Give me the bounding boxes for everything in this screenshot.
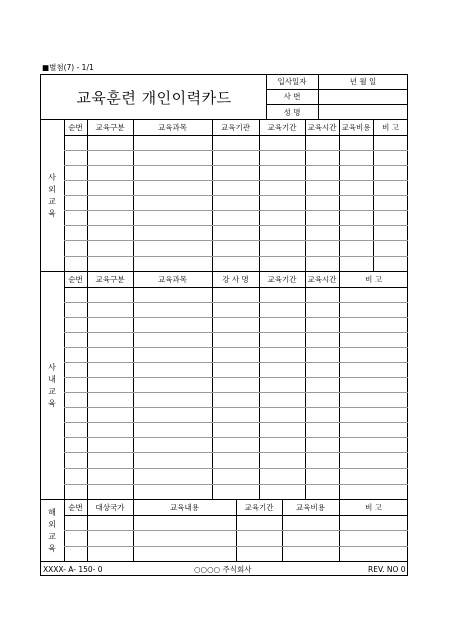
hire-date-value[interactable]: 년 월 일 bbox=[349, 77, 377, 86]
table-row-line bbox=[64, 256, 408, 257]
section-char: 교 bbox=[48, 197, 56, 206]
col-header-category: 교육구분 bbox=[95, 123, 125, 132]
table-row-line bbox=[64, 546, 408, 547]
table-row-line bbox=[64, 180, 408, 181]
table-row-line bbox=[64, 437, 408, 438]
table-row-line bbox=[64, 317, 408, 318]
section-char: 육 bbox=[48, 209, 56, 218]
col-header-country: 대상국가 bbox=[95, 503, 125, 512]
col-header-subject: 교육과목 bbox=[158, 275, 187, 284]
doc-code: XXXX- A- 150- 0 bbox=[43, 565, 103, 574]
column-line bbox=[339, 120, 340, 272]
column-line bbox=[87, 272, 88, 500]
header-underline bbox=[64, 515, 408, 516]
column-line bbox=[64, 120, 65, 272]
revision-number: REV. NO 0 bbox=[368, 565, 406, 574]
table-row-line bbox=[64, 240, 408, 241]
column-line bbox=[259, 272, 260, 500]
column-line bbox=[259, 120, 260, 272]
section-char: 육 bbox=[48, 544, 56, 553]
table-row-line bbox=[64, 225, 408, 226]
section-char: 교 bbox=[48, 387, 56, 396]
form-title: 교육훈련 개인이력카드 bbox=[76, 88, 232, 107]
table-row-line bbox=[64, 210, 408, 211]
column-line bbox=[133, 120, 134, 272]
col-header-hours: 교육시간 bbox=[307, 123, 337, 132]
table-row-line bbox=[64, 332, 408, 333]
table-row-line bbox=[64, 484, 408, 485]
table-row-line bbox=[64, 468, 408, 469]
hire-date-label: 입사일자 bbox=[277, 77, 307, 86]
table-row-line bbox=[64, 407, 408, 408]
section-char: 외 bbox=[48, 185, 56, 194]
col-header-remarks: 비 고 bbox=[365, 503, 382, 512]
column-line bbox=[305, 272, 306, 500]
section-char: 사 bbox=[48, 173, 56, 182]
column-line bbox=[212, 120, 213, 272]
table-row-line bbox=[64, 452, 408, 453]
company-name: ○○○○ 주식회사 bbox=[194, 565, 252, 574]
section-char: 교 bbox=[48, 532, 56, 541]
employee-no-field[interactable] bbox=[318, 89, 408, 104]
overseas-section-label bbox=[40, 500, 64, 562]
col-header-category: 교육구분 bbox=[95, 275, 125, 284]
internal-section-label bbox=[40, 272, 64, 500]
header-underline bbox=[64, 135, 408, 136]
column-line bbox=[133, 272, 134, 500]
col-header-no: 순번 bbox=[68, 275, 83, 284]
external-section-label bbox=[40, 120, 64, 272]
table-row-line bbox=[64, 165, 408, 166]
col-header-remarks: 비 고 bbox=[365, 275, 382, 284]
table-row-line bbox=[64, 347, 408, 348]
col-header-content: 교육내용 bbox=[170, 503, 199, 512]
table-row-line bbox=[64, 422, 408, 423]
footer-divider bbox=[40, 561, 408, 562]
col-header-period: 교육기간 bbox=[244, 503, 274, 512]
col-header-hours: 교육시간 bbox=[307, 275, 337, 284]
table-row-line bbox=[64, 362, 408, 363]
column-line bbox=[64, 272, 65, 500]
table-row-line bbox=[64, 195, 408, 196]
col-header-subject: 교육과목 bbox=[158, 123, 187, 132]
table-row-line bbox=[64, 530, 408, 531]
name-label: 성 명 bbox=[283, 107, 301, 117]
column-line bbox=[305, 120, 306, 272]
column-line bbox=[212, 272, 213, 500]
table-row-line bbox=[64, 150, 408, 151]
section-char: 내 bbox=[48, 375, 56, 384]
table-row-line bbox=[64, 392, 408, 393]
column-line bbox=[87, 120, 88, 272]
section-char: 외 bbox=[48, 520, 56, 529]
col-header-institution: 교육기관 bbox=[221, 123, 250, 132]
col-header-no: 순번 bbox=[68, 503, 83, 512]
col-header-instructor: 강 사 명 bbox=[222, 275, 249, 284]
col-header-cost: 교육비용 bbox=[341, 123, 371, 132]
section-char: 해 bbox=[48, 508, 56, 517]
col-header-no: 순번 bbox=[68, 123, 83, 132]
section-char: 사 bbox=[48, 363, 56, 372]
section-char: 육 bbox=[48, 399, 56, 408]
table-row-line bbox=[64, 377, 408, 378]
col-header-remarks: 비 고 bbox=[382, 123, 399, 132]
col-header-cost: 교육비용 bbox=[296, 503, 325, 512]
header-underline bbox=[64, 287, 408, 288]
name-field[interactable] bbox=[318, 104, 408, 120]
table-row-line bbox=[64, 302, 408, 303]
col-header-period: 교육기간 bbox=[267, 275, 297, 284]
column-line bbox=[373, 120, 374, 272]
col-header-period: 교육기간 bbox=[267, 123, 297, 132]
form-attachment-tag: ■별첨(7) - 1/1 bbox=[42, 63, 94, 72]
column-line bbox=[339, 272, 340, 500]
employee-no-label: 사 번 bbox=[283, 92, 301, 101]
